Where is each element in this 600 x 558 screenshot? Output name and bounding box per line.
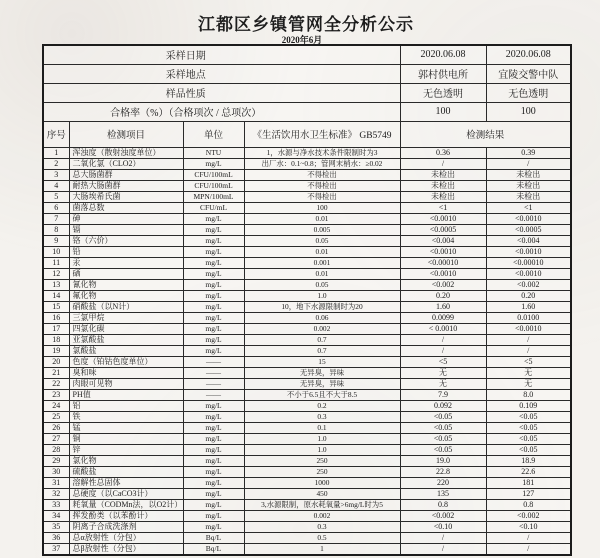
- table-row: [43, 510, 571, 521]
- cell-standard: 不得检出: [244, 180, 400, 191]
- cell-item: 色度（铂钴色度单位）: [69, 356, 183, 367]
- cell-no: 18: [43, 334, 69, 345]
- cell-item: 总α放射性（分包）: [69, 532, 183, 543]
- cell-unit: mg/L: [183, 411, 244, 422]
- cell-no: 15: [43, 301, 69, 312]
- cell-result-1: 0.36: [400, 147, 486, 158]
- cell-result-2: 无: [486, 367, 571, 378]
- cell-result-1: 无: [400, 367, 486, 378]
- cell-result-1: /: [400, 334, 486, 345]
- cell-unit: mg/L: [183, 323, 244, 334]
- cell-no: 30: [43, 466, 69, 477]
- table-row: [43, 455, 571, 466]
- sampling-date-value-2: 2020.06.08: [486, 45, 571, 64]
- table-row: [43, 400, 571, 411]
- cell-no: 29: [43, 455, 69, 466]
- cell-no: 25: [43, 411, 69, 422]
- cell-result-1: <0.05: [400, 433, 486, 444]
- cell-no: 22: [43, 378, 69, 389]
- cell-unit: mg/L: [183, 477, 244, 488]
- cell-result-1: <0.004: [400, 235, 486, 246]
- cell-standard: 0.5: [244, 532, 400, 543]
- cell-result-1: 19.0: [400, 455, 486, 466]
- cell-unit: mg/L: [183, 213, 244, 224]
- cell-result-1: 0.8: [400, 499, 486, 510]
- cell-standard: 0.1: [244, 422, 400, 433]
- cell-result-1: 135: [400, 488, 486, 499]
- cell-unit: mg/L: [183, 224, 244, 235]
- cell-result-1: 未检出: [400, 191, 486, 202]
- cell-result-1: 无: [400, 378, 486, 389]
- cell-item: 耐热大肠菌群: [69, 180, 183, 191]
- cell-result-2: 未检出: [486, 169, 571, 180]
- cell-standard: 0.06: [244, 312, 400, 323]
- info-row-sampling-date: [43, 45, 571, 64]
- cell-result-1: 未检出: [400, 180, 486, 191]
- page-title: 江都区乡镇管网全分析公示: [198, 15, 414, 34]
- cell-standard: 0.05: [244, 235, 400, 246]
- cell-result-2: <0.05: [486, 422, 571, 433]
- cell-item: 溶解性总固体: [69, 477, 183, 488]
- cell-no: 27: [43, 433, 69, 444]
- cell-standard: 1: [244, 543, 400, 555]
- table-row: [43, 466, 571, 477]
- header-unit: 单位: [183, 121, 244, 147]
- cell-result-2: /: [486, 334, 571, 345]
- cell-standard: 0.3: [244, 411, 400, 422]
- cell-item: 硫酸盐: [69, 466, 183, 477]
- table-row: [43, 488, 571, 499]
- cell-result-1: < 0.0010: [400, 323, 486, 334]
- cell-result-1: <0.0010: [400, 246, 486, 257]
- table-row: [43, 521, 571, 532]
- cell-standard: 0.01: [244, 213, 400, 224]
- table-row: [43, 323, 571, 334]
- table-row: [43, 444, 571, 455]
- cell-item: 氯酸盐: [69, 345, 183, 356]
- cell-unit: mg/L: [183, 521, 244, 532]
- cell-result-2: /: [486, 532, 571, 543]
- cell-item: 铅: [69, 246, 183, 257]
- cell-standard: 1.0: [244, 433, 400, 444]
- table-row: [43, 257, 571, 268]
- cell-standard: 出厂水：0.1~0.8；管网末梢水：≥0.02: [244, 158, 400, 169]
- cell-result-2: <0.05: [486, 444, 571, 455]
- info-section: [43, 45, 571, 147]
- results-tbody: [43, 147, 571, 555]
- column-header-row: [43, 121, 571, 147]
- cell-no: 19: [43, 345, 69, 356]
- cell-item: 总硬度（以CaCO3计）: [69, 488, 183, 499]
- cell-unit: mg/L: [183, 455, 244, 466]
- cell-result-2: <0.05: [486, 433, 571, 444]
- cell-no: 36: [43, 532, 69, 543]
- cell-standard: 250: [244, 455, 400, 466]
- cell-no: 2: [43, 158, 69, 169]
- cell-unit: ——: [183, 378, 244, 389]
- table-row: [43, 147, 571, 158]
- cell-unit: mg/L: [183, 345, 244, 356]
- cell-result-2: 0.109: [486, 400, 571, 411]
- pass-rate-label: 合格率（%）（合格项次 / 总项次）: [43, 102, 400, 121]
- cell-result-1: <0.05: [400, 444, 486, 455]
- cell-result-2: 0.0100: [486, 312, 571, 323]
- table-row: [43, 356, 571, 367]
- cell-result-1: 220: [400, 477, 486, 488]
- cell-unit: mg/L: [183, 466, 244, 477]
- cell-item: 砷: [69, 213, 183, 224]
- cell-unit: CFU/100mL: [183, 180, 244, 191]
- cell-no: 14: [43, 290, 69, 301]
- header-item: 检测项目: [69, 121, 183, 147]
- cell-item: 氯化物: [69, 455, 183, 466]
- cell-result-2: <1: [486, 202, 571, 213]
- cell-unit: mg/L: [183, 279, 244, 290]
- table-row: [43, 268, 571, 279]
- cell-result-2: 未检出: [486, 191, 571, 202]
- cell-unit: mg/L: [183, 433, 244, 444]
- cell-result-1: 0.20: [400, 290, 486, 301]
- cell-result-1: <0.05: [400, 411, 486, 422]
- page-subtitle: 2020年6月: [281, 35, 323, 45]
- sampling-location-label: 采样地点: [43, 64, 400, 83]
- cell-item: 三氯甲烷: [69, 312, 183, 323]
- sample-nature-value-2: 无色透明: [486, 83, 571, 102]
- cell-result-1: 0.092: [400, 400, 486, 411]
- table-row: [43, 235, 571, 246]
- cell-standard: 0.2: [244, 400, 400, 411]
- cell-standard: 1，水源与净水技术条件限制时为3: [244, 147, 400, 158]
- sample-nature-label: 样品性质: [43, 83, 400, 102]
- cell-result-2: 18.9: [486, 455, 571, 466]
- table-row: [43, 191, 571, 202]
- cell-no: 1: [43, 147, 69, 158]
- cell-item: 硒: [69, 268, 183, 279]
- cell-unit: mg/L: [183, 422, 244, 433]
- cell-item: 镉: [69, 224, 183, 235]
- cell-standard: 无异臭，异味: [244, 367, 400, 378]
- cell-item: 铝: [69, 400, 183, 411]
- header-no: 序号: [43, 121, 69, 147]
- cell-unit: mg/L: [183, 246, 244, 257]
- cell-item: 二氧化氯（CLO2）: [69, 158, 183, 169]
- cell-result-1: /: [400, 158, 486, 169]
- cell-result-2: <0.0010: [486, 268, 571, 279]
- cell-result-2: <0.002: [486, 510, 571, 521]
- cell-standard: 0.001: [244, 257, 400, 268]
- cell-unit: Bq/L: [183, 543, 244, 555]
- cell-standard: 1.0: [244, 290, 400, 301]
- cell-standard: 无异臭，异味: [244, 378, 400, 389]
- info-row-sample-nature: [43, 83, 571, 102]
- cell-result-2: <5: [486, 356, 571, 367]
- water-analysis-table: [42, 44, 572, 556]
- cell-result-2: 1.60: [486, 301, 571, 312]
- cell-standard: 0.3: [244, 521, 400, 532]
- cell-result-2: 22.6: [486, 466, 571, 477]
- cell-result-2: /: [486, 543, 571, 555]
- cell-result-1: <0.0010: [400, 213, 486, 224]
- cell-result-2: <0.0005: [486, 224, 571, 235]
- cell-no: 9: [43, 235, 69, 246]
- cell-result-1: /: [400, 345, 486, 356]
- cell-standard: 0.01: [244, 268, 400, 279]
- cell-no: 10: [43, 246, 69, 257]
- cell-result-1: <5: [400, 356, 486, 367]
- cell-item: 氰化物: [69, 279, 183, 290]
- cell-result-1: <0.0005: [400, 224, 486, 235]
- sampling-date-value-1: 2020.06.08: [400, 45, 486, 64]
- table-row: [43, 180, 571, 191]
- cell-no: 23: [43, 389, 69, 400]
- cell-standard: 0.05: [244, 279, 400, 290]
- sampling-date-label: 采样日期: [43, 45, 400, 64]
- cell-result-2: <0.0010: [486, 213, 571, 224]
- cell-no: 32: [43, 488, 69, 499]
- cell-result-1: <0.05: [400, 422, 486, 433]
- cell-result-2: <0.002: [486, 279, 571, 290]
- cell-item: 阴离子合成洗涤剂: [69, 521, 183, 532]
- cell-item: 硝酸盐（以N计）: [69, 301, 183, 312]
- table-row: [43, 290, 571, 301]
- cell-result-2: 无: [486, 378, 571, 389]
- cell-item: 浑浊度（散射浊度单位）: [69, 147, 183, 158]
- cell-no: 13: [43, 279, 69, 290]
- cell-unit: mg/L: [183, 301, 244, 312]
- cell-unit: mg/L: [183, 499, 244, 510]
- table-row: [43, 422, 571, 433]
- cell-no: 7: [43, 213, 69, 224]
- cell-standard: 1000: [244, 477, 400, 488]
- cell-unit: mg/L: [183, 257, 244, 268]
- sampling-location-value-1: 郭村供电所: [400, 64, 486, 83]
- cell-standard: 100: [244, 202, 400, 213]
- table-row: [43, 246, 571, 257]
- cell-standard: 3,水源限制，原水耗氧量>6mg/L时为5: [244, 499, 400, 510]
- table-row: [43, 433, 571, 444]
- cell-result-2: 8.0: [486, 389, 571, 400]
- table-row: [43, 301, 571, 312]
- table-row: [43, 169, 571, 180]
- cell-result-2: /: [486, 345, 571, 356]
- cell-no: 17: [43, 323, 69, 334]
- cell-unit: CFU/100mL: [183, 169, 244, 180]
- table-row: [43, 543, 571, 555]
- cell-unit: MPN/100mL: [183, 191, 244, 202]
- cell-standard: 0.005: [244, 224, 400, 235]
- cell-result-1: 7.9: [400, 389, 486, 400]
- cell-item: PH值: [69, 389, 183, 400]
- pass-rate-value-2: 100: [486, 102, 571, 121]
- cell-result-2: 0.39: [486, 147, 571, 158]
- cell-item: 四氯化碳: [69, 323, 183, 334]
- cell-unit: NTU: [183, 147, 244, 158]
- cell-unit: mg/L: [183, 158, 244, 169]
- cell-unit: CFU/mL: [183, 202, 244, 213]
- cell-result-1: /: [400, 543, 486, 555]
- cell-no: 20: [43, 356, 69, 367]
- table-row: [43, 279, 571, 290]
- cell-result-2: 181: [486, 477, 571, 488]
- cell-unit: ——: [183, 356, 244, 367]
- cell-no: 35: [43, 521, 69, 532]
- cell-result-1: 1.60: [400, 301, 486, 312]
- table-row: [43, 213, 571, 224]
- table-row: [43, 202, 571, 213]
- cell-no: 31: [43, 477, 69, 488]
- cell-result-2: <0.10: [486, 521, 571, 532]
- info-row-pass-rate: [43, 102, 571, 121]
- cell-result-1: <0.10: [400, 521, 486, 532]
- cell-no: 12: [43, 268, 69, 279]
- cell-unit: ——: [183, 389, 244, 400]
- cell-no: 37: [43, 543, 69, 555]
- table-row: [43, 224, 571, 235]
- cell-no: 3: [43, 169, 69, 180]
- cell-result-2: 0.8: [486, 499, 571, 510]
- cell-standard: 不得检出: [244, 191, 400, 202]
- cell-result-1: 0.0099: [400, 312, 486, 323]
- table-row: [43, 345, 571, 356]
- cell-no: 5: [43, 191, 69, 202]
- table-row: [43, 389, 571, 400]
- cell-unit: mg/L: [183, 268, 244, 279]
- cell-standard: 450: [244, 488, 400, 499]
- cell-result-2: <0.05: [486, 411, 571, 422]
- cell-no: 24: [43, 400, 69, 411]
- cell-unit: mg/L: [183, 290, 244, 301]
- table-row: [43, 477, 571, 488]
- cell-item: 总β放射性（分包）: [69, 543, 183, 555]
- cell-standard: 不得检出: [244, 169, 400, 180]
- cell-result-1: /: [400, 532, 486, 543]
- cell-item: 氟化物: [69, 290, 183, 301]
- table-row: [43, 334, 571, 345]
- sampling-location-value-2: 宜陵交警中队: [486, 64, 571, 83]
- cell-result-2: <0.004: [486, 235, 571, 246]
- cell-unit: mg/L: [183, 488, 244, 499]
- table-row: [43, 378, 571, 389]
- cell-standard: 1.0: [244, 444, 400, 455]
- cell-no: 34: [43, 510, 69, 521]
- sample-nature-value-1: 无色透明: [400, 83, 486, 102]
- info-row-sampling-location: [43, 64, 571, 83]
- cell-item: 铬（六价）: [69, 235, 183, 246]
- cell-result-2: 127: [486, 488, 571, 499]
- cell-item: 肉眼可见物: [69, 378, 183, 389]
- cell-no: 8: [43, 224, 69, 235]
- table-row: [43, 411, 571, 422]
- cell-no: 26: [43, 422, 69, 433]
- cell-result-2: 0.20: [486, 290, 571, 301]
- header-standard: 《生活饮用水卫生标准》 GB5749: [244, 121, 400, 147]
- cell-no: 28: [43, 444, 69, 455]
- cell-item: 总大肠菌群: [69, 169, 183, 180]
- cell-result-2: /: [486, 158, 571, 169]
- cell-item: 铁: [69, 411, 183, 422]
- cell-result-1: <0.00010: [400, 257, 486, 268]
- cell-result-2: <0.0010: [486, 323, 571, 334]
- cell-item: 菌落总数: [69, 202, 183, 213]
- table-row: [43, 532, 571, 543]
- cell-result-1: 22.8: [400, 466, 486, 477]
- cell-standard: 0.01: [244, 246, 400, 257]
- cell-result-1: <0.0010: [400, 268, 486, 279]
- header-result: 检测结果: [400, 121, 571, 147]
- cell-result-1: <0.002: [400, 279, 486, 290]
- cell-standard: 250: [244, 466, 400, 477]
- cell-unit: mg/L: [183, 334, 244, 345]
- table-row: [43, 367, 571, 378]
- cell-item: 大肠埃希氏菌: [69, 191, 183, 202]
- cell-standard: 0.002: [244, 323, 400, 334]
- cell-standard: 不小于6.5且不大于8.5: [244, 389, 400, 400]
- cell-no: 11: [43, 257, 69, 268]
- cell-unit: mg/L: [183, 510, 244, 521]
- cell-result-1: 未检出: [400, 169, 486, 180]
- cell-result-2: <0.00010: [486, 257, 571, 268]
- cell-unit: Bq/L: [183, 532, 244, 543]
- cell-item: 锰: [69, 422, 183, 433]
- cell-item: 耗氧量（CODMn法，以O2计）: [69, 499, 183, 510]
- cell-no: 33: [43, 499, 69, 510]
- cell-unit: mg/L: [183, 400, 244, 411]
- cell-standard: 0.7: [244, 334, 400, 345]
- cell-standard: 15: [244, 356, 400, 367]
- table-row: [43, 312, 571, 323]
- cell-unit: mg/L: [183, 312, 244, 323]
- pass-rate-value-1: 100: [400, 102, 486, 121]
- cell-result-1: <1: [400, 202, 486, 213]
- table-row: [43, 158, 571, 169]
- cell-unit: mg/L: [183, 235, 244, 246]
- cell-standard: 0.002: [244, 510, 400, 521]
- cell-standard: 0.7: [244, 345, 400, 356]
- cell-item: 铜: [69, 433, 183, 444]
- cell-item: 汞: [69, 257, 183, 268]
- cell-item: 臭和味: [69, 367, 183, 378]
- cell-item: 挥发酚类（以苯酚计）: [69, 510, 183, 521]
- cell-standard: 10，地下水源限制时为20: [244, 301, 400, 312]
- cell-no: 21: [43, 367, 69, 378]
- cell-item: 锌: [69, 444, 183, 455]
- cell-no: 4: [43, 180, 69, 191]
- cell-result-2: <0.0010: [486, 246, 571, 257]
- cell-result-2: 未检出: [486, 180, 571, 191]
- cell-no: 6: [43, 202, 69, 213]
- cell-unit: mg/L: [183, 444, 244, 455]
- cell-unit: ——: [183, 367, 244, 378]
- cell-no: 16: [43, 312, 69, 323]
- table-row: [43, 499, 571, 510]
- cell-result-1: <0.002: [400, 510, 486, 521]
- cell-item: 亚氯酸盐: [69, 334, 183, 345]
